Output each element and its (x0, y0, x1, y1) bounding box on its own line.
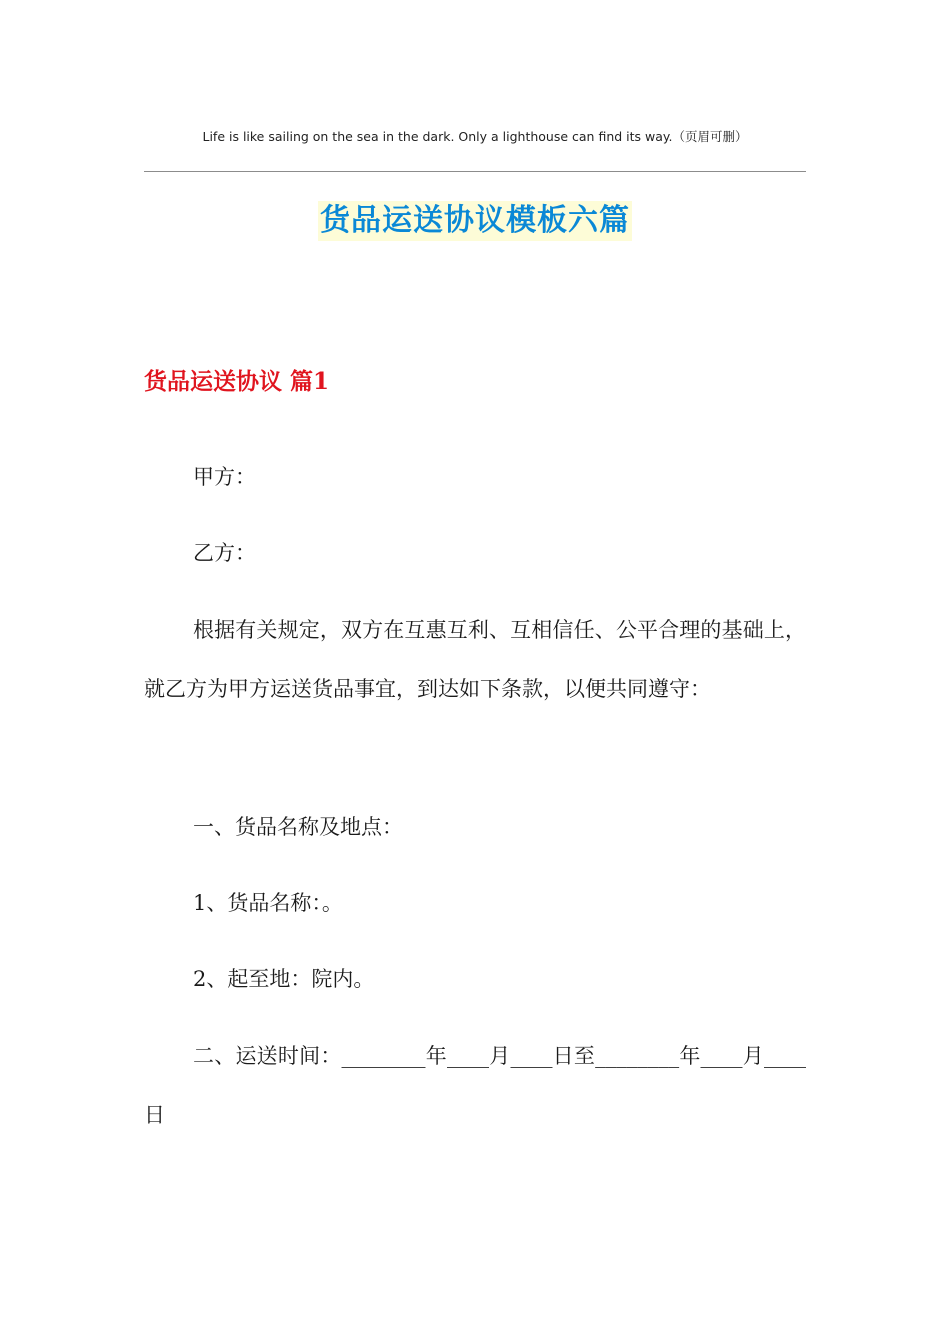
preamble-paragraph: 根据有关规定，双方在互惠互利、互相信任、公平合理的基础上，就乙方为甲方运送货品事宜，到达如下条款，以便共同遵守： (144, 618, 806, 701)
party-a-line: 甲方： (193, 465, 256, 489)
transport-time-paragraph: 二、运送时间：________年____月____日至________年____月____日 (144, 1044, 806, 1127)
document-title-container (0, 201, 950, 241)
section-heading: 货品运送协议 篇1 (144, 368, 330, 395)
party-b-line: 乙方： (193, 541, 256, 565)
clause-1-heading: 一、货品名称及地点： (193, 815, 403, 839)
route-line: 2、起至地：院内。 (193, 967, 375, 991)
goods-name-line: 1、货品名称：。 (193, 891, 343, 915)
header-divider (144, 171, 806, 172)
page-header-text: Life is like sailing on the sea in the dark. Only a lighthouse can find its way.（页眉可删） (202, 129, 748, 144)
document-title: 货品运送协议模板六篇 (318, 201, 632, 241)
